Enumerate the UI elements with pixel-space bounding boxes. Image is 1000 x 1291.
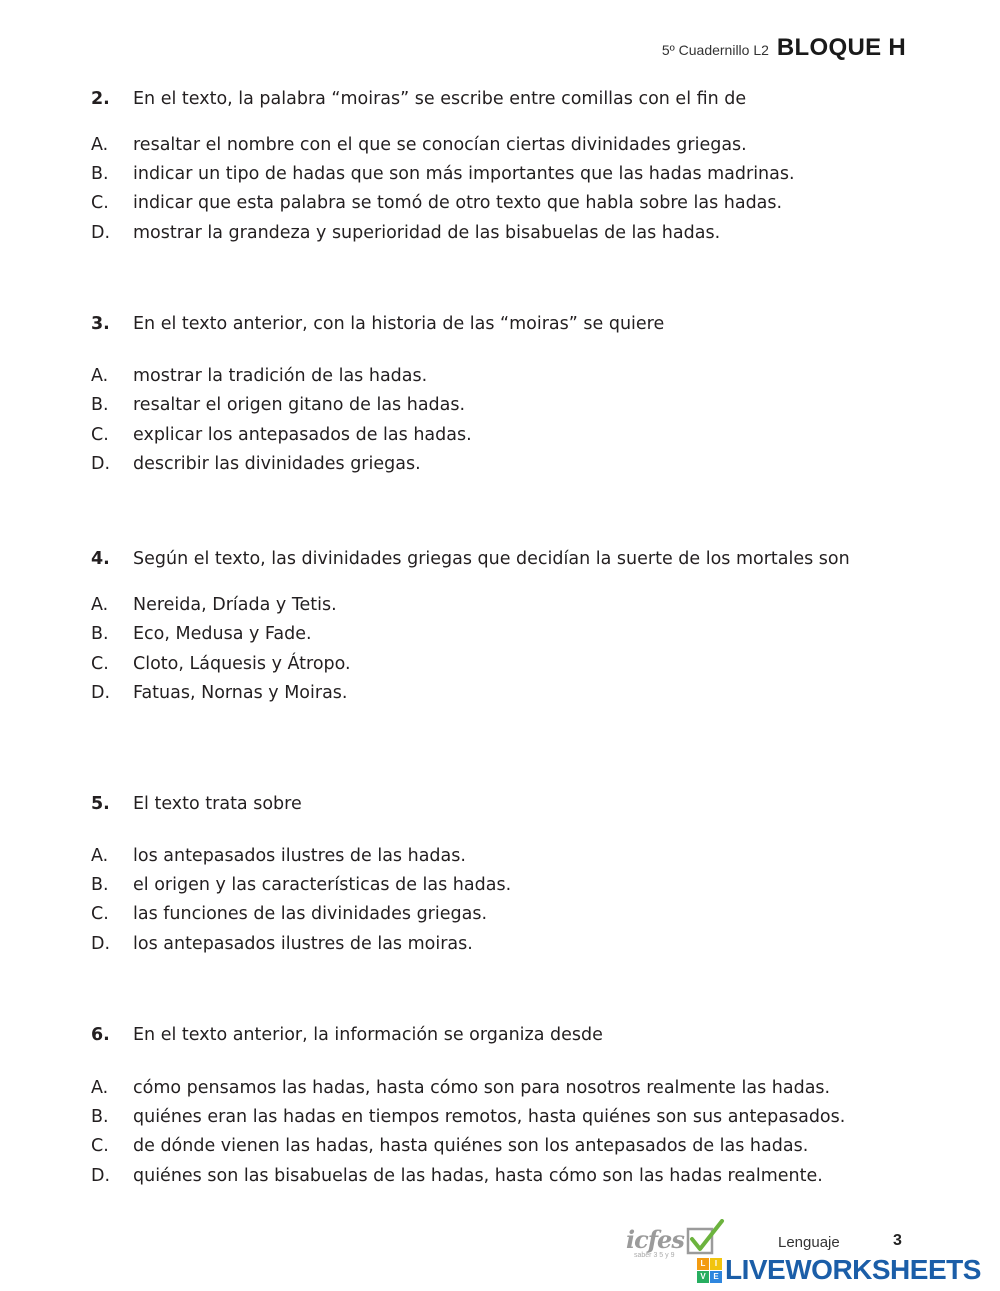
option-c[interactable] (91, 904, 951, 930)
booklet-subtitle: 5º Cuadernillo L2 (661, 42, 769, 58)
option-text: Eco, Medusa y Fade. (133, 624, 312, 644)
option-text: el origen y las características de las hadas. (133, 875, 512, 895)
option-letter: D. (91, 223, 111, 243)
option-d[interactable] (91, 1166, 951, 1192)
option-letter: D. (91, 683, 111, 703)
option-text: quiénes son las bisabuelas de las hadas, hasta cómo son las hadas realmente. (133, 1166, 823, 1186)
option-text: indicar un tipo de hadas que son más importantes que las hadas madrinas. (133, 164, 795, 184)
option-text: las funciones de las divinidades griegas. (133, 904, 488, 924)
question-text: En el texto anterior, con la historia de las “moiras” se quiere (133, 314, 665, 334)
icfes-wordmark: icfes (626, 1225, 684, 1254)
option-letter: C. (91, 1136, 109, 1156)
option-text: Fatuas, Nornas y Moiras. (133, 683, 348, 703)
option-d[interactable] (91, 934, 951, 960)
option-b[interactable] (91, 164, 951, 190)
option-d[interactable] (91, 683, 951, 709)
option-text: resaltar el nombre con el que se conocían ciertas divinidades griegas. (133, 135, 747, 155)
option-letter: A. (91, 846, 109, 866)
option-letter: C. (91, 654, 109, 674)
option-a[interactable] (91, 135, 951, 161)
option-text: mostrar la tradición de las hadas. (133, 366, 428, 386)
icfes-tagline: saber 3 5 y 9 (634, 1252, 675, 1259)
option-letter: A. (91, 135, 109, 155)
option-text: mostrar la grandeza y superioridad de las bisabuelas de las hadas. (133, 223, 721, 243)
option-letter: A. (91, 595, 109, 615)
page-header (662, 34, 906, 62)
option-b[interactable] (91, 395, 951, 421)
option-b[interactable] (91, 624, 951, 650)
option-text: los antepasados ilustres de las hadas. (133, 846, 466, 866)
check-icon (686, 1219, 726, 1257)
liveworksheets-logo-icon (697, 1258, 722, 1283)
option-c[interactable] (91, 654, 951, 680)
option-letter: B. (91, 1107, 109, 1127)
block-title: BLOQUE H (776, 34, 906, 61)
option-text: describir las divinidades griegas. (133, 454, 421, 474)
question-5 (91, 794, 951, 954)
question-text: En el texto anterior, la información se organiza desde (133, 1025, 603, 1045)
subject-label: Lenguaje (778, 1234, 840, 1251)
option-letter: D. (91, 1166, 111, 1186)
option-text: indicar que esta palabra se tomó de otro texto que habla sobre las hadas. (133, 193, 783, 213)
question-number: 4. (91, 549, 110, 569)
option-text: cómo pensamos las hadas, hasta cómo son para nosotros realmente las hadas. (133, 1078, 831, 1098)
question-number: 6. (91, 1025, 110, 1045)
option-a[interactable] (91, 846, 951, 872)
option-a[interactable] (91, 366, 951, 392)
option-c[interactable] (91, 193, 951, 219)
option-letter: A. (91, 1078, 109, 1098)
option-letter: D. (91, 934, 111, 954)
logo-block: L (697, 1258, 709, 1270)
option-text: los antepasados ilustres de las moiras. (133, 934, 473, 954)
question-text: El texto trata sobre (133, 794, 302, 814)
option-letter: C. (91, 425, 109, 445)
question-number: 3. (91, 314, 110, 334)
option-c[interactable] (91, 1136, 951, 1162)
page-number: 3 (893, 1232, 902, 1249)
option-text: Cloto, Láquesis y Átropo. (133, 654, 351, 674)
option-letter: A. (91, 366, 109, 386)
option-b[interactable] (91, 875, 951, 901)
question-text: En el texto, la palabra “moiras” se escribe entre comillas con el fin de (133, 89, 747, 109)
option-letter: B. (91, 624, 109, 644)
logo-block: E (710, 1271, 722, 1283)
question-4 (91, 549, 951, 703)
option-letter: B. (91, 875, 109, 895)
question-3 (91, 314, 951, 474)
option-b[interactable] (91, 1107, 951, 1133)
option-text: quiénes eran las hadas en tiempos remotos, hasta quiénes son sus antepasados. (133, 1107, 846, 1127)
liveworksheets-text: LIVEWORKSHEETS (725, 1254, 981, 1285)
option-c[interactable] (91, 425, 951, 451)
liveworksheets-watermark (697, 1254, 981, 1286)
option-letter: B. (91, 395, 109, 415)
question-text: Según el texto, las divinidades griegas que decidían la suerte de los mortales son (133, 549, 850, 569)
option-a[interactable] (91, 1078, 951, 1104)
option-text: resaltar el origen gitano de las hadas. (133, 395, 466, 415)
option-text: Nereida, Dríada y Tetis. (133, 595, 337, 615)
option-letter: C. (91, 193, 109, 213)
question-number: 2. (91, 89, 110, 109)
logo-block: I (710, 1258, 722, 1270)
option-d[interactable] (91, 223, 951, 249)
option-letter: C. (91, 904, 109, 924)
option-letter: D. (91, 454, 111, 474)
logo-block: V (697, 1271, 709, 1283)
option-text: explicar los antepasados de las hadas. (133, 425, 472, 445)
option-a[interactable] (91, 595, 951, 621)
option-letter: B. (91, 164, 109, 184)
option-d[interactable] (91, 454, 951, 480)
question-6 (91, 1025, 951, 1186)
question-2 (91, 89, 951, 243)
option-text: de dónde vienen las hadas, hasta quiénes son los antepasados de las hadas. (133, 1136, 809, 1156)
question-number: 5. (91, 794, 110, 814)
